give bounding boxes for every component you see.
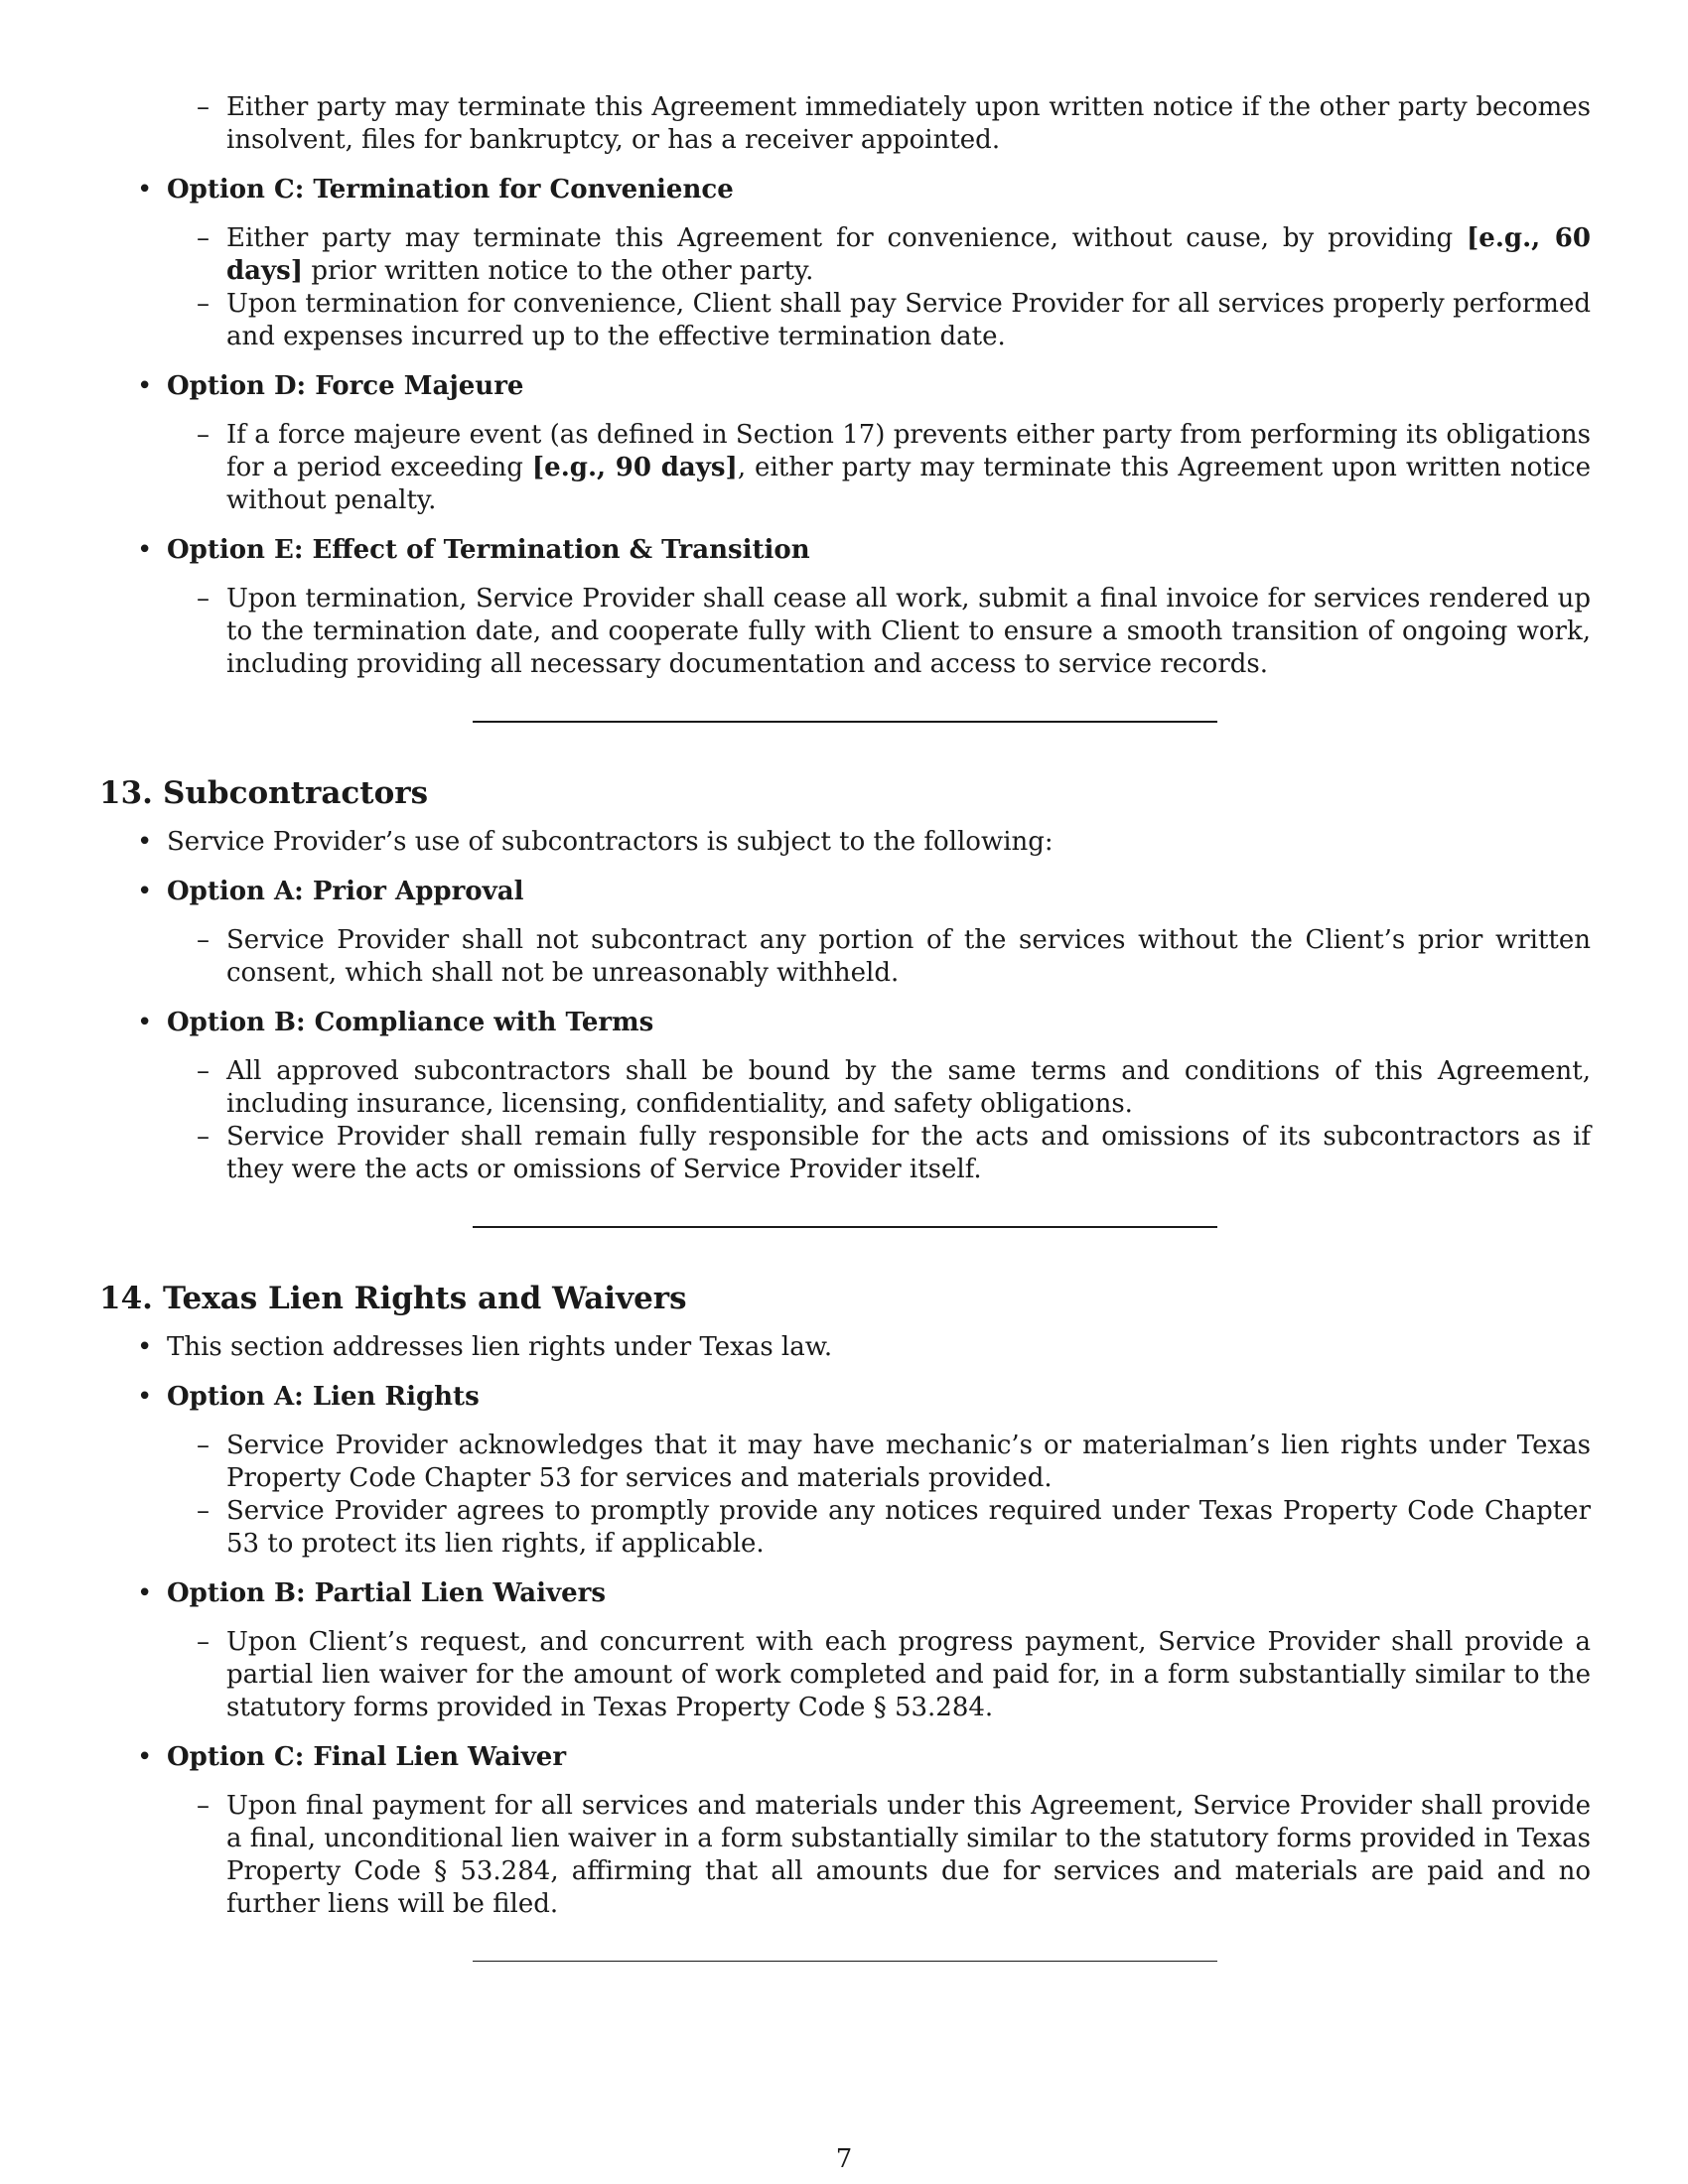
bullet-item [99, 1007, 1591, 1039]
option-heading: Option E: Effect of Termination & Transition [167, 535, 810, 565]
list-item-text: Upon Client’s request, and concurrent with each progress payment, Service Provider shall provide a partial lien waiver for the amount of work completed and paid for, in a form substantially similar to the statutory forms provided in Texas Property Code § 53.284. [226, 1626, 1591, 1722]
option-heading: Option C: Termination for Convenience [167, 175, 734, 205]
document-page [99, 91, 1591, 1962]
option-heading: Option A: Prior Approval [167, 877, 524, 906]
intro-text: Service Provider’s use of subcontractors is subject to the following: [167, 827, 1054, 857]
list-item [99, 222, 1591, 288]
bullet-marker: • [137, 175, 153, 205]
list-item [99, 1121, 1591, 1186]
sub-list [99, 583, 1591, 681]
list-item [99, 91, 1591, 157]
sub-list [99, 1626, 1591, 1724]
sub-list [99, 222, 1591, 353]
section-divider [473, 1961, 1217, 1963]
section-heading-13: 13. Subcontractors [99, 775, 429, 811]
dash-marker: – [197, 92, 210, 122]
list-item [99, 924, 1591, 990]
bullet-item [99, 1381, 1591, 1414]
section-14-intro [99, 1331, 1591, 1364]
list-item-text: Service Provider acknowledges that it may have mechanic’s or materialman’s lien rights under Texas Property Code Chapter 53 for services and materials provided. [226, 1430, 1591, 1493]
list-item [99, 288, 1591, 353]
section-heading-14: 14. Texas Lien Rights and Waivers [99, 1280, 687, 1316]
option-heading: Option D: Force Majeure [167, 371, 524, 401]
option-heading: Option C: Final Lien Waiver [167, 1741, 567, 1772]
option-heading: Option A: Lien Rights [167, 1381, 480, 1412]
bullet-item [99, 174, 1591, 206]
bullet-marker: • [137, 1381, 153, 1412]
option-b-termination-list [99, 91, 1591, 157]
option-heading: Option B: Compliance with Terms [167, 1008, 654, 1037]
dash-marker: – [197, 223, 210, 253]
page-number: 7 [835, 2144, 853, 2174]
section-14-option-c [99, 1741, 1591, 1921]
sub-list [99, 1055, 1591, 1186]
list-item [99, 1495, 1591, 1561]
bullet-marker: • [137, 1741, 153, 1772]
list-item-text: Either party may terminate this Agreement immediately upon written notice if the other party becomes insolvent, files for bankruptcy, or has a receiver appointed. [226, 92, 1591, 155]
list-item-text: Upon termination for convenience, Client shall pay Service Provider for all services properly performed and expenses incurred up to the effective termination date. [226, 289, 1591, 351]
placeholder-bold: [e.g., 60 days] [226, 223, 1591, 286]
bullet-item [99, 1741, 1591, 1774]
bullet-marker: • [137, 1008, 153, 1037]
option-e-effect-block [99, 534, 1591, 681]
bullet-item [99, 826, 1591, 859]
bullet-marker: • [137, 535, 153, 565]
dash-marker: – [197, 1790, 210, 1821]
dash-marker: – [197, 925, 210, 955]
bullet-marker: • [137, 1577, 153, 1608]
list-item-text: Upon final payment for all services and materials under this Agreement, Service Provider shall provide a final, unconditional lien waiver in a form substantially similar to the statutory forms provided in Texas Property Code § 53.284, affirming that all amounts due for services and materials are paid and no further liens will be filed. [226, 1790, 1591, 1919]
bullet-item [99, 370, 1591, 403]
dash-marker: – [197, 584, 210, 614]
dash-marker: – [197, 289, 210, 319]
option-d-force-majeure-block [99, 370, 1591, 517]
section-divider [473, 721, 1217, 723]
list-item-text: Service Provider shall remain fully responsible for the acts and omissions of its subcontractors as if they were the acts or omissions of Service Provider itself. [226, 1122, 1591, 1184]
bullet-item [99, 1331, 1591, 1364]
sub-list [99, 1430, 1591, 1561]
list-item [99, 1626, 1591, 1724]
list-item [99, 1790, 1591, 1921]
section-14-option-b [99, 1577, 1591, 1724]
list-item [99, 1430, 1591, 1495]
bullet-marker: • [137, 1331, 153, 1362]
placeholder-bold: [e.g., 90 days] [531, 453, 738, 482]
dash-marker: – [197, 1495, 210, 1526]
option-heading: Option B: Partial Lien Waivers [167, 1577, 606, 1608]
section-divider [473, 1226, 1217, 1228]
dash-marker: – [197, 1056, 210, 1086]
bullet-marker: • [137, 371, 153, 401]
bullet-item [99, 534, 1591, 567]
sub-list [99, 1790, 1591, 1921]
section-13-option-b [99, 1007, 1591, 1186]
list-item-text: All approved subcontractors shall be bound by the same terms and conditions of this Agreement, including insurance, licensing, confidentiality, and safety obligations. [226, 1056, 1591, 1119]
dash-marker: – [197, 420, 210, 450]
list-item [99, 419, 1591, 517]
dash-marker: – [197, 1626, 210, 1657]
option-c-termination-block [99, 174, 1591, 353]
dash-marker: – [197, 1122, 210, 1152]
intro-text: This section addresses lien rights under Texas law. [167, 1331, 833, 1362]
dash-marker: – [197, 1430, 210, 1460]
bullet-item [99, 876, 1591, 908]
sub-list [99, 924, 1591, 990]
list-item-text: If a force majeure event (as defined in Section 17) prevents either party from performing its obligations for a period exceeding [e.g., 90 days], either party may terminate this Agreement upon written notice without penalty. [226, 420, 1591, 515]
section-13-option-a [99, 876, 1591, 990]
list-item-text: Either party may terminate this Agreement for convenience, without cause, by providing [e.g., 60 days] prior written notice to the other party. [226, 223, 1591, 286]
bullet-item [99, 1577, 1591, 1610]
list-item [99, 1055, 1591, 1121]
list-item-text: Upon termination, Service Provider shall cease all work, submit a final invoice for services rendered up to the termination date, and cooperate fully with Client to ensure a smooth transition of ongoing work, including providing all necessary documentation and access to service records. [226, 584, 1591, 679]
bullet-marker: • [137, 877, 153, 906]
list-item-text: Service Provider shall not subcontract any portion of the services without the Client’s prior written consent, which shall not be unreasonably withheld. [226, 925, 1591, 988]
section-13-intro [99, 826, 1591, 859]
sub-list [99, 419, 1591, 517]
list-item-text: Service Provider agrees to promptly provide any notices required under Texas Property Code Chapter 53 to protect its lien rights, if applicable. [226, 1495, 1591, 1559]
list-item [99, 583, 1591, 681]
bullet-marker: • [137, 827, 153, 857]
section-14-option-a [99, 1381, 1591, 1561]
